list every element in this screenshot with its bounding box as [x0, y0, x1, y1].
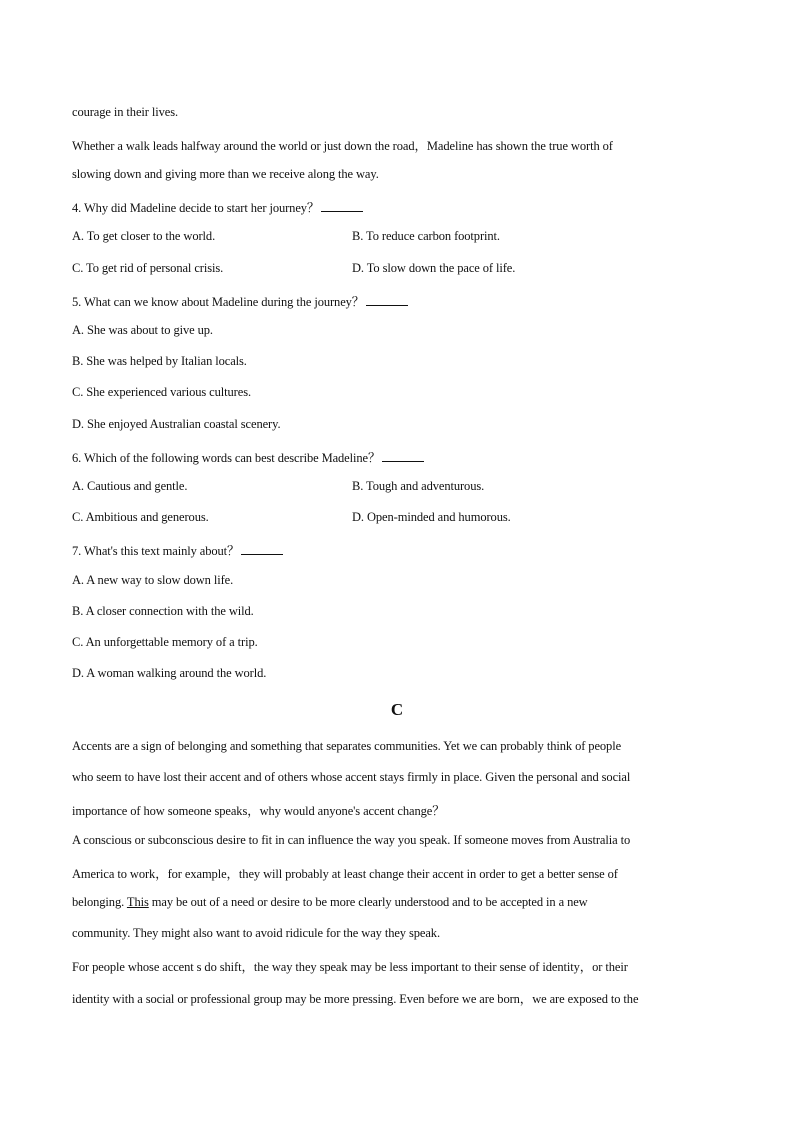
passage-line: A conscious or subconscious desire to fit in can influence the way you speak. If someone moves from Australia to [72, 833, 631, 847]
answer-blank [241, 543, 283, 555]
question-4-stem: 4. Why did Madeline decide to start her journey？ [72, 198, 363, 216]
option-7d: D. A woman walking around the world. [72, 666, 267, 680]
passage-line: belonging. This may be out of a need or desire to be more clearly understood and to be accepted in a new [72, 895, 588, 909]
option-5a: A. She was about to give up. [72, 323, 213, 337]
option-7b: B. A closer connection with the wild. [72, 604, 254, 618]
passage-line: courage in their lives. [72, 105, 178, 119]
passage-line: who seem to have lost their accent and of others whose accent stays firmly in place. Given the personal and social [72, 770, 631, 784]
section-heading: C [390, 700, 404, 719]
underlined-word: This [126, 895, 149, 909]
question-6-stem: 6. Which of the following words can best describe Madeline？ [72, 448, 424, 466]
option-5d: D. She enjoyed Australian coastal scenery. [72, 417, 281, 431]
passage-line: Accents are a sign of belonging and something that separates communities. Yet we can probably think of people [72, 739, 622, 753]
passage-line: community. They might also want to avoid ridicule for the way they speak. [72, 926, 440, 940]
option-6d: D. Open-minded and humorous. [352, 510, 511, 524]
option-4b: B. To reduce carbon footprint. [352, 229, 500, 243]
question-5-stem: 5. What can we know about Madeline during the journey？ [72, 292, 408, 310]
answer-blank [382, 450, 424, 462]
passage-line: America to work，for example，they will probably at least change their accent in order to get a better sense of [72, 867, 618, 881]
option-6b: B. Tough and adventurous. [352, 479, 485, 493]
option-6a: A. Cautious and gentle. [72, 479, 188, 493]
passage-line: Whether a walk leads halfway around the world or just down the road，Madeline has shown the true worth of [72, 139, 613, 153]
option-4a: A. To get closer to the world. [72, 229, 216, 243]
option-5b: B. She was helped by Italian locals. [72, 354, 247, 368]
answer-blank [366, 294, 408, 306]
option-4d: D. To slow down the pace of life. [352, 261, 516, 275]
passage-line: importance of how someone speaks，why would anyone's accent change？ [72, 804, 445, 818]
option-7a: A. A new way to slow down life. [72, 573, 234, 587]
option-4c: C. To get rid of personal crisis. [72, 261, 224, 275]
option-5c: C. She experienced various cultures. [72, 385, 251, 399]
passage-line: slowing down and giving more than we receive along the way. [72, 167, 379, 181]
passage-line: identity with a social or professional group may be more pressing. Even before we are born，we are exposed to the [72, 992, 639, 1006]
option-6c: C. Ambitious and generous. [72, 510, 209, 524]
answer-blank [321, 200, 363, 212]
passage-line: For people whose accent s do shift，the way they speak may be less important to their sense of identity，or their [72, 960, 628, 974]
option-7c: C. An unforgettable memory of a trip. [72, 635, 258, 649]
question-7-stem: 7. What's this text mainly about？ [72, 541, 283, 559]
